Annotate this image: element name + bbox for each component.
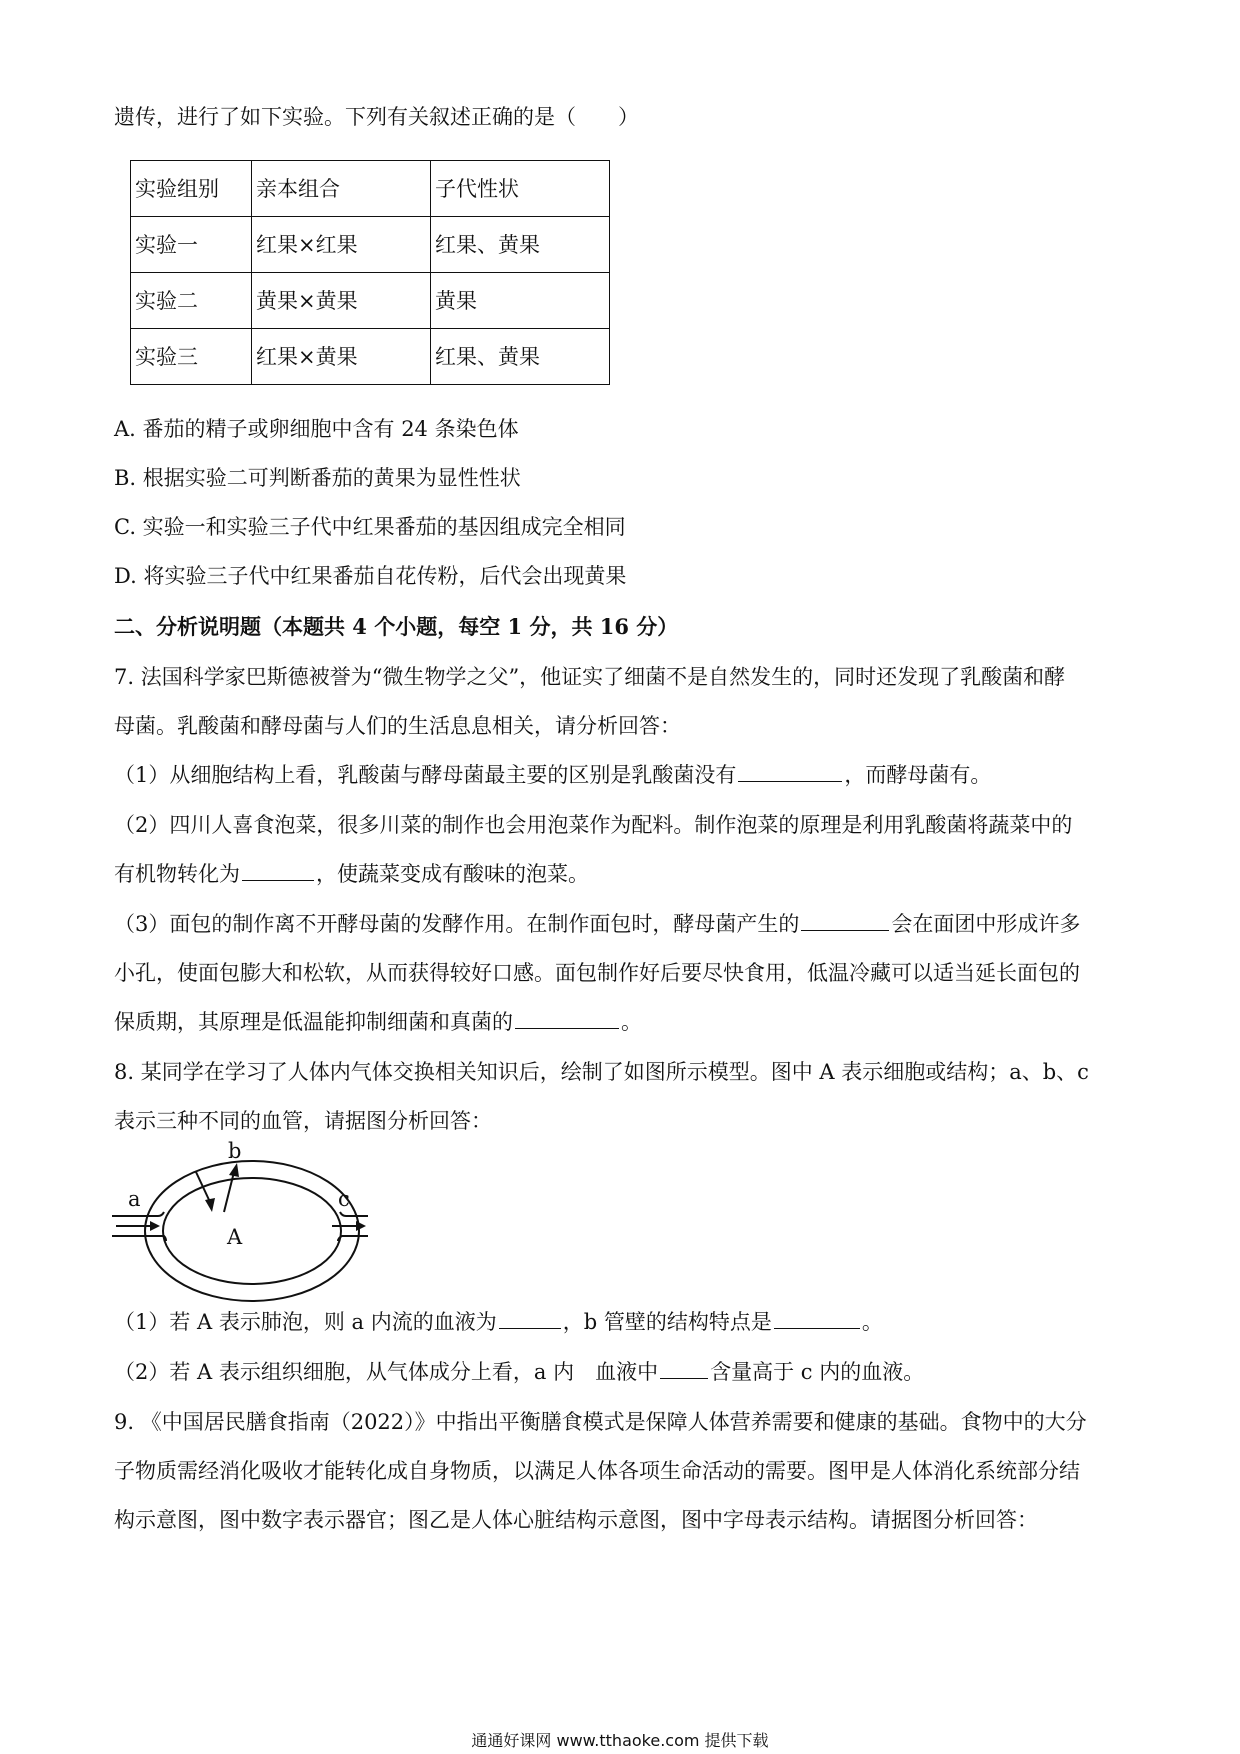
q9-line3: 构示意图，图中数字表示器官；图乙是人体心脏结构示意图，图中字母表示结构。请据图分析回答： bbox=[114, 1508, 1038, 1532]
q7-part3-line3 bbox=[114, 1007, 642, 1037]
q8-part2-text-b: 含量高于 c 内的血液。 bbox=[710, 1360, 925, 1384]
q8-part2 bbox=[114, 1357, 924, 1387]
arrowhead-icon bbox=[229, 1163, 239, 1177]
table-cell: 红果、黄果 bbox=[431, 217, 610, 273]
page-footer: 通通好课网 www.tthaoke.com 提供下载 bbox=[471, 1731, 769, 1750]
arrowhead-icon bbox=[356, 1221, 366, 1231]
q8-part1 bbox=[114, 1307, 883, 1337]
table-header-cell: 亲本组合 bbox=[252, 161, 431, 217]
q7-stem-line1: 7. 法国科学家巴斯德被誉为“微生物学之父”，他证实了细菌不是自然发生的，同时还发现了乳酸菌和酵 bbox=[114, 665, 1066, 689]
table-cell: 实验一 bbox=[131, 217, 252, 273]
answer-blank[interactable] bbox=[660, 1377, 708, 1379]
q8-part2-text-a: （2）若 A 表示组织细胞，从气体成分上看，a 内 血液中 bbox=[114, 1360, 659, 1384]
answer-blank[interactable] bbox=[801, 929, 889, 931]
table-cell: 红果×黄果 bbox=[252, 329, 431, 385]
vessel-inner-wall bbox=[163, 1178, 341, 1284]
table-cell: 红果×红果 bbox=[252, 217, 431, 273]
q8-stem-line2: 表示三种不同的血管，请据图分析回答： bbox=[114, 1109, 492, 1133]
q7-part3-text-c: 保质期，其原理是低温能抑制细菌和真菌的 bbox=[114, 1010, 513, 1034]
vessel-a-wall-bottom bbox=[112, 1236, 166, 1241]
answer-blank[interactable] bbox=[515, 1027, 619, 1029]
q8-part1-text-c: 。 bbox=[861, 1310, 883, 1334]
table-header-row bbox=[131, 161, 610, 217]
q7-part3-text-a: （3）面包的制作离不开酵母菌的发酵作用。在制作面包时，酵母菌产生的 bbox=[114, 912, 800, 936]
option-b: B. 根据实验二可判断番茄的黄果为显性性状 bbox=[114, 466, 521, 490]
intro-text: 遗传，进行了如下实验。下列有关叙述正确的是（ ） bbox=[114, 105, 639, 129]
table-header-cell: 子代性状 bbox=[431, 161, 610, 217]
section-title: 二、分析说明题（本题共 4 个小题，每空 1 分，共 16 分） bbox=[114, 614, 679, 639]
option-c: C. 实验一和实验三子代中红果番茄的基因组成完全相同 bbox=[114, 515, 626, 539]
answer-blank[interactable] bbox=[242, 879, 314, 881]
exchange-arrow-out bbox=[224, 1172, 234, 1212]
arrowhead-icon bbox=[205, 1198, 215, 1212]
vessel-c-wall-bottom bbox=[338, 1236, 368, 1241]
q8-part1-text-a: （1）若 A 表示肺泡，则 a 内流的血液为 bbox=[114, 1310, 497, 1334]
answer-blank[interactable] bbox=[774, 1327, 860, 1329]
q7-part2-text-b: ，使蔬菜变成有酸味的泡菜。 bbox=[316, 862, 589, 886]
q9-line2: 子物质需经消化吸收才能转化成自身物质，以满足人体各项生命活动的需要。图甲是人体消化系统部分结 bbox=[114, 1459, 1080, 1483]
table-row bbox=[131, 329, 610, 385]
vessel-c-wall-top bbox=[340, 1212, 368, 1216]
q7-part3-line1 bbox=[114, 909, 1080, 939]
q7-part3-text-d: 。 bbox=[621, 1010, 642, 1034]
answer-blank[interactable] bbox=[499, 1327, 561, 1329]
q7-part1-text-b: ，而酵母菌有。 bbox=[844, 763, 992, 787]
q7-part1 bbox=[114, 760, 991, 790]
vessel-a-wall-top bbox=[112, 1212, 164, 1216]
q7-part3-text-b: 会在面团中形成许多 bbox=[891, 912, 1081, 936]
q7-stem-line2: 母菌。乳酸菌和酵母菌与人们的生活息息相关，请分析回答： bbox=[114, 714, 681, 738]
gas-exchange-diagram bbox=[110, 1138, 380, 1308]
label-b: b bbox=[228, 1139, 242, 1163]
arrowhead-icon bbox=[150, 1221, 160, 1231]
q7-part1-text-a: （1）从细胞结构上看，乳酸菌与酵母菌最主要的区别是乳酸菌没有 bbox=[114, 763, 737, 787]
answer-blank[interactable] bbox=[738, 780, 842, 782]
label-A: A bbox=[227, 1225, 243, 1249]
q7-part3-line2: 小孔，使面包膨大和松软，从而获得较好口感。面包制作好后要尽快食用，低温冷藏可以适当延长面包的 bbox=[114, 961, 1080, 985]
q7-part2-text-a: 有机物转化为 bbox=[114, 862, 240, 886]
option-a: A. 番茄的精子或卵细胞中含有 24 条染色体 bbox=[114, 417, 519, 441]
q9-line1: 9. 《中国居民膳食指南（2022）》中指出平衡膳食模式是保障人体营养需要和健康的基础。食物中的大分 bbox=[114, 1410, 1087, 1434]
table-cell: 黄果 bbox=[431, 273, 610, 329]
option-d: D. 将实验三子代中红果番茄自花传粉，后代会出现黄果 bbox=[114, 564, 627, 588]
exchange-arrow-in bbox=[196, 1172, 210, 1202]
table-cell: 红果、黄果 bbox=[431, 329, 610, 385]
table-row bbox=[131, 217, 610, 273]
table-row bbox=[131, 273, 610, 329]
vessel-outer-wall bbox=[145, 1161, 359, 1301]
table-header-cell: 实验组别 bbox=[131, 161, 252, 217]
label-c: c bbox=[338, 1187, 350, 1211]
table-cell: 实验二 bbox=[131, 273, 252, 329]
label-a: a bbox=[128, 1187, 141, 1211]
experiment-table bbox=[130, 160, 610, 385]
q7-part2-line2 bbox=[114, 859, 589, 889]
q8-part1-text-b: ，b 管壁的结构特点是 bbox=[562, 1310, 772, 1334]
table-cell: 黄果×黄果 bbox=[252, 273, 431, 329]
q8-stem-line1: 8. 某同学在学习了人体内气体交换相关知识后，绘制了如图所示模型。图中 A 表示细胞或结构；a、b、c bbox=[114, 1060, 1089, 1084]
table-cell: 实验三 bbox=[131, 329, 252, 385]
q7-part2-line1: （2）四川人喜食泡菜，很多川菜的制作也会用泡菜作为配料。制作泡菜的原理是利用乳酸菌将蔬菜中的 bbox=[114, 813, 1073, 837]
